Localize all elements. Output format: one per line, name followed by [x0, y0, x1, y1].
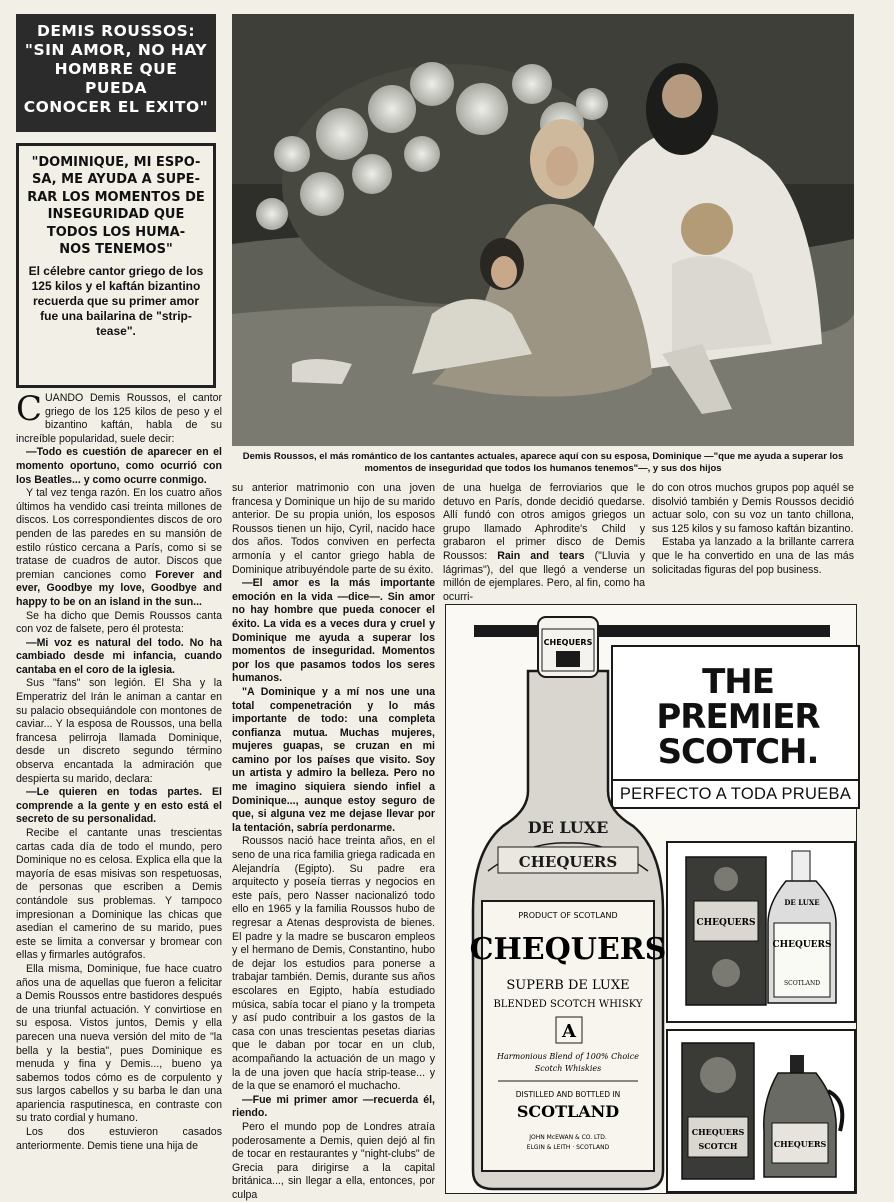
- article-column-1: [16, 389, 223, 1192]
- paragraph: de una huelga de ferroviarios que le detuvo en París, donde decidió quedarse. Allí fundó con otros amigos griegos un grupo llamado Aphrodite's Child y grabaron el primer disco de Demis Roussos:: [443, 482, 645, 562]
- quote-paragraph: "A Dominique y a mí nos une una total compenetración y lo más importante de todo: una completa confianza mutua. Muchas mujeres, mujeres guapas, se cruzan en mi camino por los países que visito. Soy un artista y admiro la belleza. Pero no me imagino siquiera siendo infiel a Dominique..., aunque estoy seguro de que, si alguna vez me dejase llevar por la tentación, sabría perdonarme.: [232, 685, 435, 834]
- drop-cap: C: [16, 389, 43, 429]
- bottle-blended: BLENDED SCOTCH WHISKY: [493, 999, 643, 1010]
- gift-box-label: CHEQUERS: [696, 918, 756, 928]
- ad-tagline: PERFECTO A TODA PRUEBA: [619, 785, 852, 803]
- paragraph: ("Lluvia y lágrimas"), del que llegó a venderse un millón de ejemplares. Pero, al fin, como ha ocurri-: [443, 549, 645, 603]
- pull-quote-line: "DOMINIQUE, MI ESPO-: [31, 155, 201, 170]
- pull-quote-line: INSEGURIDAD QUE: [47, 207, 185, 223]
- paragraph: Estaba ya lanzado a la brillante carrera que le ha convertido en una de las más solicitadas figuras del pop business.: [652, 536, 854, 576]
- whisky-bottle-illustration: [468, 611, 668, 1191]
- paragraph: Y tal vez tenga razón. En los cuatro años últimos ha vendido casi treinta millones de discos. Los correspondientes discos de oro penden de las paredes en su mansión de estilo rústico cercana a París, como si se tratase de cuadros de autor. Discos que premian canciones como: [16, 487, 222, 581]
- quote-paragraph: —El amor es la más importante emoción en la vida —dice—. Sin amor no hay hombre que pueda conocer el éxito. La vida es a veces dura y cruel y Dominique me ayuda a superar los momentos de inseguridad. Momentos por los que pasamos todos los seres humanos.: [232, 577, 435, 685]
- paragraph: UANDO Demis Roussos, el cantor griego de los 125 kilos de peso y el bizantino kaftán, habla de su increíble popularidad, suele decir:: [16, 392, 222, 445]
- pull-quote-line: NOS TENEMOS": [59, 242, 173, 258]
- article-column-3: [443, 482, 645, 603]
- quote-paragraph: —Fue mi primer amor —recuerda él, riendo.: [232, 1093, 435, 1120]
- box-and-jug-illustration: [668, 1031, 850, 1187]
- whisky-advertisement: [445, 604, 857, 1194]
- article-column-4: [652, 482, 854, 590]
- paragraph: Ella misma, Dominique, fue hace cuatro años una de aquellas que fueron a felicitar a Demis Roussos entre bastidores después de una triunfal actuación. Y convirtiose en su esposa. Vistos juntos, Demis y ella parecen una nueva versión del mito de "la bella y la bestia", pues Dominique es menuda y fina y Demis..., bueno ya sabemos todos cómo es de corpulento y sus largos cabellos y su barba le dan una apariencia rasputinesca, en contraste con su trato cordial y humano.: [16, 962, 222, 1125]
- bottle-origin: SCOTLAND: [516, 1102, 620, 1121]
- pull-quote-line: SA, ME AYUDA A SUPE-: [32, 172, 200, 188]
- family-photo: [232, 14, 854, 446]
- small-bottle-brand: CHEQUERS: [772, 940, 832, 950]
- bottle-superb: SUPERB DE LUXE: [506, 978, 630, 993]
- bottle-neck-label: CHEQUERS: [543, 638, 593, 647]
- bottle-seal: A: [562, 1021, 576, 1042]
- ad-headline-line: THE: [702, 662, 774, 702]
- bottle-blend-line: Harmonious Blend of 100% Choice: [497, 1052, 639, 1061]
- family-photo-illustration: [232, 14, 854, 446]
- box-and-bottle-illustration: [668, 843, 850, 1017]
- article-summary: El célebre cantor griego de los 125 kilos y el kaftán bizantino recuerda que su primer amor fue una bailarina de "strip-tease".: [28, 264, 204, 338]
- bottle-maker-address: ELGIN & LEITH · SCOTLAND: [526, 1144, 610, 1151]
- headline-line: DEMIS ROUSSOS:: [36, 22, 196, 40]
- small-bottle-shoulder: DE LUXE: [784, 898, 820, 907]
- bottle-blend-line: Scotch Whiskies: [534, 1064, 602, 1073]
- article-headline: [16, 14, 216, 132]
- jug-label: CHEQUERS: [773, 1139, 827, 1149]
- headline-line: HOMBRE QUE PUEDA: [54, 60, 178, 97]
- bottle-maker: JOHN McEWAN & CO. LTD.: [529, 1134, 607, 1141]
- song-titles: Forever and ever, Goodbye my love, Goodbye and happy to be on an island in the sun...: [16, 568, 223, 608]
- gift-box-label: SCOTCH: [698, 1141, 738, 1151]
- paragraph: Pero el mundo pop de Londres atraía poderosamente a Demis, quien dejó al fin de tocar en restaurantes y "night-clubs" de Grecia para dirigirse a la capital británica..., sin llegar a ella, entonces, por culpa: [232, 1120, 435, 1201]
- quote-paragraph: —Le quieren en todas partes. El comprende a la gente y en esto está el secreto de su personalidad.: [16, 786, 222, 826]
- ad-headline-line: SCOTCH.: [657, 732, 819, 772]
- photo-caption: Demis Roussos, el más romántico de los cantantes actuales, aparece aquí con su esposa, Dominique —"que me ayuda a superar los momentos de inseguridad que todos los humanos tenemos"—, y sus dos hijos: [242, 451, 844, 474]
- headline-line: "SIN AMOR, NO HAY: [24, 41, 208, 59]
- bottle-product-of: PRODUCT OF SCOTLAND: [518, 911, 618, 920]
- small-bottle-origin: SCOTLAND: [784, 980, 820, 987]
- paragraph: do con otros muchos grupos pop aquél se disolvió también y Demis Roussos decidió actuar solo, con su voz un tanto chillona, sus 125 kilos y su famoso kaftán bizantino.: [652, 482, 854, 535]
- headline-line: CONOCER EL EXITO": [23, 98, 209, 116]
- ad-headline-line: PREMIER: [656, 697, 820, 737]
- paragraph: Se ha dicho que Demis Roussos canta con voz de falsete, pero él protesta:: [16, 609, 222, 636]
- pull-quote-line: TODOS LOS HUMA-: [46, 224, 186, 240]
- paragraph: Sus "fans" son legión. El Sha y la Emperatriz del Irán le animan a cantar en su palacio obsequiándole con montones de caviar... Y la esposa de Roussos, una bella francesa pelirroja llamada Dominique, desde un discreto segundo término observa encantada la admiración que despierta su marido, declara:: [16, 677, 222, 785]
- paragraph: Roussos nació hace treinta años, en el seno de una rica familia griega radicada en Alejandría (Egipto). Su padre era arquitecto y poseía tierras y negocios en este país, pero Nasser nacionalizó todo ello en 1965 y la familia Roussos hubo de regresar a Atenas desprovista de bienes. El padre y la madre se buscaron empleos y el hermano de Demis, Constantino, hubo de dejar los estudios para ponerse a trabajar también. Demis, durante sus años escolares en Egipto, había estudiado música, sabía tocar el piano y la trompeta y así pudo contribuir a los gastos de la casa con unas trescientas pesetas diarias que le daban por tocar en un club, acompañando la actuación de un mago y la de una joven que hacía strip-tease... y de la que se enamoró el muchacho.: [232, 835, 435, 1093]
- paragraph: su anterior matrimonio con una joven francesa y Dominique un hijo de su marido anterior. De su propia unión, los esposos Roussos tienen un hijo, Cyril, nacido hace dos años. Todos conviven en perfecta armonía y el cantor griego habla de Dominique atribuyéndole parte de su éxito.: [232, 482, 435, 576]
- pull-quote-line: RAR LOS MOMENTOS DE: [27, 189, 205, 205]
- bottle-shoulder-label: DE LUXE: [527, 818, 609, 837]
- pull-quote: [27, 154, 205, 258]
- bottle-band-label: CHEQUERS: [518, 853, 618, 871]
- quote-paragraph: —Todo es cuestión de aparecer en el momento oportuno, como ocurrió con los Beatles... y como ocurre conmigo.: [16, 446, 222, 486]
- bottle-distilled: DISTILLED AND BOTTLED IN: [515, 1090, 621, 1099]
- gift-box-label: CHEQUERS: [691, 1127, 745, 1137]
- bottle-brand: CHEQUERS: [469, 932, 667, 967]
- article-column-2: [232, 482, 435, 1201]
- song-title: Rain and tears: [497, 549, 585, 562]
- product-thumbnail-box-jug: [666, 1029, 856, 1193]
- paragraph: Los dos estuvieron casados anteriormente. Demis tiene una hija de: [16, 1126, 222, 1152]
- quote-paragraph: —Mi voz es natural del todo. No ha cambiado desde mi infancia, cuando cantaba en el coro de la iglesia.: [16, 636, 222, 676]
- product-thumbnail-box-bottle: [666, 841, 856, 1023]
- pull-quote-box: [16, 143, 216, 388]
- paragraph: Recibe el cantante unas trescientas cartas cada día de todo el mundo, pero Dominique no es celosa. Explica ella que la mayoría de esas misivas son respetuosas, de personas que escriben a Demis contándole sus problemas. Y tampoco impresionan a Dominique las chicas que asedian el camerino de su marido, pues este se limita a conversar y bromear con ellas y firmarles autógrafos.: [16, 827, 222, 962]
